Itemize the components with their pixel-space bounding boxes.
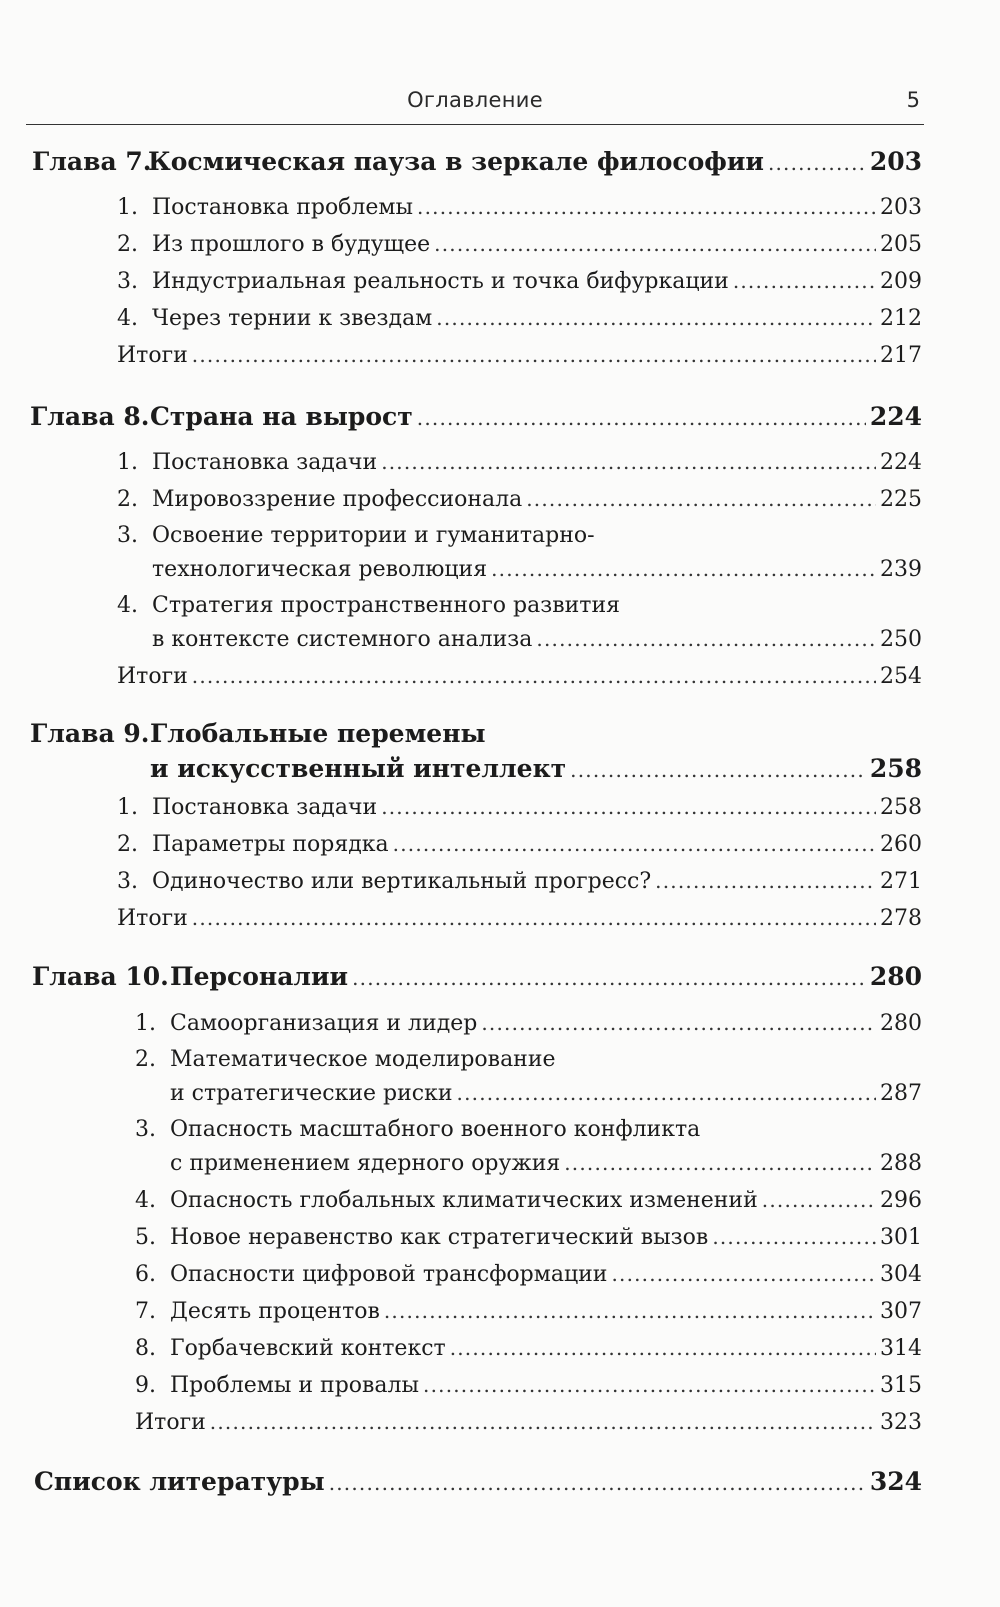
toc-entry[interactable] <box>117 792 922 823</box>
entry-title: технологическая революция <box>152 557 488 582</box>
entry-title: Итоги <box>135 1410 206 1435</box>
leader-dots <box>192 340 876 370</box>
entry-title-first-line: Освоение территории и гуманитарно- <box>152 523 595 548</box>
page-number: 258 <box>869 754 922 783</box>
entry-title: Из прошлого в будущее <box>152 232 431 257</box>
chapter-9-heading-first-line[interactable] <box>30 719 486 749</box>
page-number: 260 <box>880 832 922 857</box>
page-number: 217 <box>880 343 922 368</box>
leader-dots <box>768 148 866 178</box>
leader-dots <box>192 903 876 933</box>
page-number: 239 <box>880 557 922 582</box>
leader-dots <box>491 554 876 584</box>
toc-entry[interactable] <box>170 1148 922 1179</box>
leader-dots <box>417 403 866 433</box>
page-number: 304 <box>880 1262 922 1287</box>
entry-number: 4. <box>135 1188 156 1213</box>
chapter-10-heading[interactable] <box>32 962 922 993</box>
entry-number: 2. <box>117 487 138 512</box>
bibliography-title: Список литературы <box>34 1467 325 1496</box>
chapter-label: Глава 9. <box>30 719 150 748</box>
toc-entry-first-line[interactable] <box>117 521 595 551</box>
entry-number: 3. <box>117 269 138 294</box>
toc-entry[interactable] <box>117 484 922 515</box>
leader-dots <box>564 1148 876 1178</box>
page-number: 296 <box>880 1188 922 1213</box>
toc-entry[interactable] <box>135 1370 922 1401</box>
entry-title: Итоги <box>117 664 188 689</box>
entry-title: Проблемы и провалы <box>170 1373 420 1398</box>
page-number: 224 <box>880 450 922 475</box>
chapter-title: и искусственный интеллект <box>150 754 567 783</box>
toc-entry-first-line[interactable] <box>135 1115 700 1145</box>
toc-entry[interactable] <box>170 1078 922 1109</box>
chapter-title-first-line: Глобальные перемены <box>150 719 486 748</box>
toc-entry[interactable] <box>135 1333 922 1364</box>
entry-title: и стратегические риски <box>170 1081 453 1106</box>
toc-entry[interactable] <box>117 229 922 260</box>
toc-entry[interactable] <box>117 829 922 860</box>
page-number: 301 <box>880 1225 922 1250</box>
page-number: 280 <box>869 962 922 991</box>
entry-title: Через тернии к звездам <box>152 306 433 331</box>
toc-entry[interactable] <box>135 1259 922 1290</box>
entry-title: Опасность глобальных климатических изменений <box>170 1188 758 1213</box>
page-number: 324 <box>869 1467 922 1496</box>
leader-dots <box>381 447 876 477</box>
leader-dots <box>210 1407 876 1437</box>
leader-dots <box>384 1296 876 1326</box>
entry-number: 4. <box>117 593 138 618</box>
toc-entry[interactable] <box>117 266 922 297</box>
toc-entry[interactable] <box>117 303 922 334</box>
entry-title: Мировоззрение профессионала <box>152 487 523 512</box>
page-number: 314 <box>880 1336 922 1361</box>
entry-title: Горбачевский контекст <box>170 1336 446 1361</box>
chapter-label: Глава 7. <box>32 147 152 176</box>
entry-title: Итоги <box>117 906 188 931</box>
page-number: 225 <box>880 487 922 512</box>
header-title: Оглавление <box>407 88 543 112</box>
page-number: 224 <box>869 402 922 431</box>
entry-number: 2. <box>135 1047 156 1072</box>
toc-entry-summary[interactable] <box>135 1407 922 1438</box>
leader-dots <box>611 1259 876 1289</box>
page-number: 203 <box>880 195 922 220</box>
entry-number: 8. <box>135 1336 156 1361</box>
entry-number: 6. <box>135 1262 156 1287</box>
header-page-number: 5 <box>906 88 920 112</box>
page-number: 323 <box>880 1410 922 1435</box>
entry-title: Индустриальная реальность и точка бифуркации <box>152 269 729 294</box>
leader-dots <box>570 755 866 785</box>
page-number: 254 <box>880 664 922 689</box>
entry-number: 4. <box>117 306 138 331</box>
leader-dots <box>762 1185 876 1215</box>
leader-dots <box>526 484 876 514</box>
entry-title: Новое неравенство как стратегический вызов <box>170 1225 709 1250</box>
running-header <box>26 84 924 125</box>
leader-dots <box>329 1468 866 1498</box>
entry-number: 9. <box>135 1373 156 1398</box>
entry-number: 3. <box>117 869 138 894</box>
leader-dots <box>450 1333 876 1363</box>
leader-dots <box>712 1222 876 1252</box>
toc-entry[interactable] <box>135 1185 922 1216</box>
page-number: 209 <box>880 269 922 294</box>
page-number: 278 <box>880 906 922 931</box>
leader-dots <box>381 792 876 822</box>
entry-title-first-line: Стратегия пространственного развития <box>152 593 620 618</box>
entry-title: Итоги <box>117 343 188 368</box>
chapter-label: Глава 8. <box>30 402 150 431</box>
toc-entry-first-line[interactable] <box>117 591 620 621</box>
leader-dots <box>352 963 866 993</box>
entry-title: Самоорганизация и лидер <box>170 1011 478 1036</box>
chapter-label: Глава 10. <box>32 962 169 991</box>
toc-entry-summary[interactable] <box>117 661 922 692</box>
entry-title: Постановка задачи <box>152 795 378 820</box>
leader-dots <box>436 303 876 333</box>
leader-dots <box>655 866 876 896</box>
page-number: 250 <box>880 627 922 652</box>
entry-title: с применением ядерного оружия <box>170 1151 561 1176</box>
toc-entry[interactable] <box>135 1296 922 1327</box>
chapter-7-heading[interactable] <box>32 147 922 178</box>
chapter-title: Космическая пауза в зеркале философии <box>148 147 764 176</box>
page-number: 287 <box>880 1081 922 1106</box>
entry-number: 2. <box>117 832 138 857</box>
entry-number: 1. <box>117 450 138 475</box>
leader-dots <box>733 266 876 296</box>
toc-entry[interactable] <box>117 866 922 897</box>
entry-number: 7. <box>135 1299 156 1324</box>
entry-number: 2. <box>117 232 138 257</box>
toc-entry[interactable] <box>152 554 922 585</box>
entry-title-first-line: Математическое моделирование <box>170 1047 556 1072</box>
toc-entry-summary[interactable] <box>117 340 922 371</box>
bibliography-heading[interactable] <box>34 1467 922 1498</box>
entry-title: Постановка проблемы <box>152 195 414 220</box>
leader-dots <box>423 1370 876 1400</box>
page-number: 271 <box>880 869 922 894</box>
leader-dots <box>481 1008 876 1038</box>
page-number: 307 <box>880 1299 922 1324</box>
toc-entry-first-line[interactable] <box>135 1045 556 1075</box>
page-number: 315 <box>880 1373 922 1398</box>
entry-title: Опасности цифровой трансформации <box>170 1262 608 1287</box>
entry-title-first-line: Опасность масштабного военного конфликта <box>170 1117 701 1142</box>
leader-dots <box>393 829 876 859</box>
entry-number: 3. <box>117 523 138 548</box>
entry-title: Десять процентов <box>170 1299 380 1324</box>
toc-entry[interactable] <box>135 1222 922 1253</box>
page-number: 205 <box>880 232 922 257</box>
page-number: 203 <box>869 147 922 176</box>
entry-number: 5. <box>135 1225 156 1250</box>
page-number: 288 <box>880 1151 922 1176</box>
entry-title: в контексте системного анализа <box>152 627 533 652</box>
leader-dots <box>536 624 876 654</box>
chapter-8-heading[interactable] <box>30 402 922 433</box>
page-number: 280 <box>880 1011 922 1036</box>
leader-dots <box>434 229 876 259</box>
entry-title: Постановка задачи <box>152 450 378 475</box>
chapter-title: Страна на вырост <box>150 402 413 431</box>
toc-entry[interactable] <box>135 1008 922 1039</box>
leader-dots <box>457 1078 876 1108</box>
entry-number: 1. <box>117 795 138 820</box>
entry-number: 1. <box>135 1011 156 1036</box>
toc-entry[interactable] <box>117 447 922 478</box>
leader-dots <box>192 661 876 691</box>
toc-entry[interactable] <box>117 192 922 223</box>
chapter-9-heading[interactable] <box>150 754 922 785</box>
toc-entry[interactable] <box>152 624 922 655</box>
page-number: 212 <box>880 306 922 331</box>
entry-number: 1. <box>117 195 138 220</box>
entry-title: Параметры порядка <box>152 832 389 857</box>
entry-number: 3. <box>135 1117 156 1142</box>
chapter-title: Персоналии <box>170 962 349 991</box>
toc-entry-summary[interactable] <box>117 903 922 934</box>
page-number: 258 <box>880 795 922 820</box>
entry-title: Одиночество или вертикальный прогресс? <box>152 869 652 894</box>
leader-dots <box>417 192 876 222</box>
